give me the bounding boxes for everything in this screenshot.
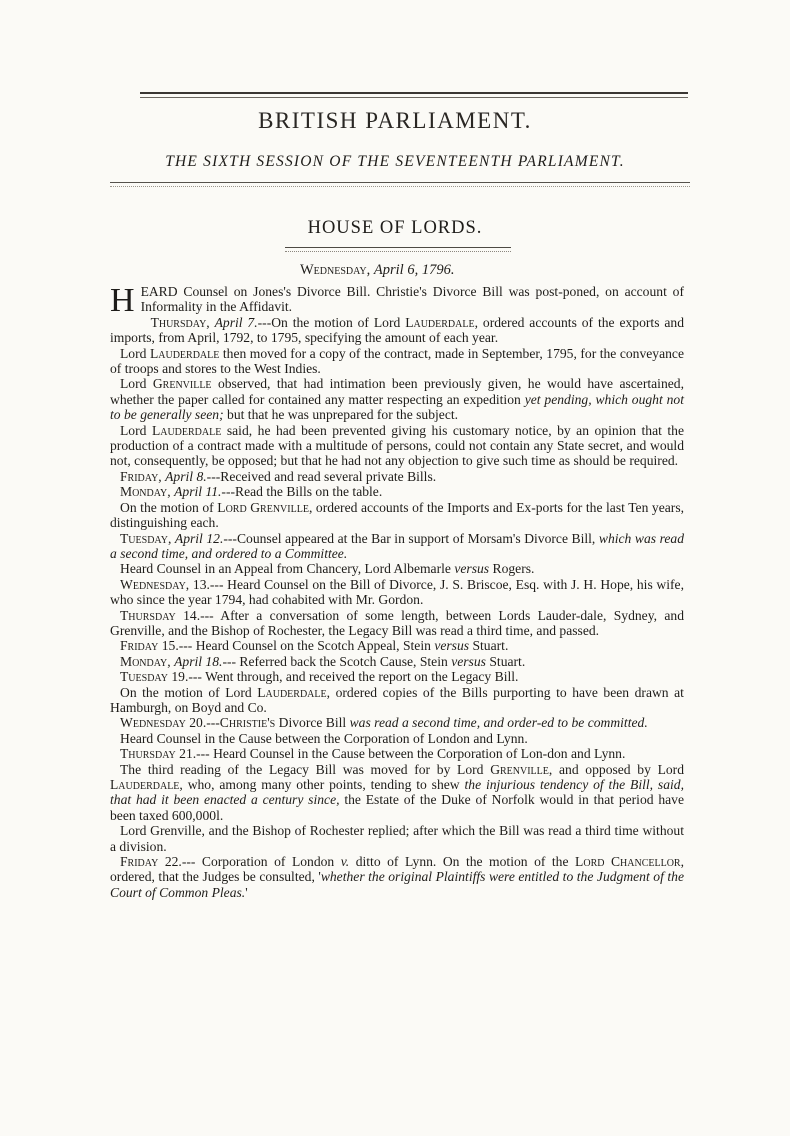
p4-text-b: observed, that had intimation been previously given, he would have ascertained, whether the paper called for contained any matter respecting an expedition	[110, 376, 684, 407]
paragraph-14	[110, 654, 684, 669]
p22-name: Lord Chancellor,	[575, 854, 684, 870]
paragraph-11	[110, 577, 684, 608]
p11-day: Wednesday,	[120, 576, 190, 592]
p4-text-a: Lord	[120, 376, 147, 392]
top-rule	[140, 92, 688, 94]
p22-quote: whether the original Plaintiffs were entitled to the Judgment of the Court of Common Pleas.	[110, 869, 684, 900]
p3-text-a: Lord	[120, 345, 147, 361]
paragraph-19	[110, 746, 684, 761]
p17-day: Wednesday	[120, 715, 186, 731]
page-subtitle: THE SIXTH SESSION OF THE SEVENTEENTH PARLIAMENT.	[165, 153, 625, 170]
p2-text-a: ---On the motion of Lord	[257, 314, 401, 330]
p7-day: Monday,	[120, 484, 171, 500]
proceedings-body	[110, 284, 684, 900]
p1-text: EARD Counsel on Jones's Divorce Bill. Christie's Divorce Bill was post-poned, on account of Informality in the Affidavit.	[140, 284, 684, 315]
dateline	[300, 262, 454, 279]
header-rule-dotted	[110, 186, 690, 187]
p2-date: April 7.	[214, 314, 258, 330]
p6-day: Friday,	[120, 468, 162, 484]
paragraph-13	[110, 638, 684, 653]
p14-text-b: Stuart.	[489, 653, 526, 669]
p16-text-b: ordered copies of the Bills purporting to have been drawn at Hamburgh, on Boyd and Co.	[110, 684, 684, 715]
p10-text-b: Rogers.	[492, 561, 535, 577]
paragraph-7	[110, 484, 684, 499]
paragraph-9	[110, 531, 684, 562]
section-title: HOUSE OF LORDS.	[307, 218, 483, 238]
p22-text-a: 22.--- Corporation of London	[164, 854, 335, 870]
p20-text-c: who, among many other points, tending to shew	[187, 777, 460, 792]
p17-text-b: Divorce Bill	[278, 715, 347, 731]
paragraph-10	[110, 561, 684, 576]
p5-name: Lauderdale	[151, 422, 222, 438]
paragraph-4	[110, 376, 684, 422]
p19-text: 21.--- Heard Counsel in the Cause between the Corporation of Lon-don and Lynn.	[179, 746, 626, 762]
p20-name-2: Lauderdale,	[110, 777, 183, 792]
paragraph-15	[110, 669, 684, 684]
p9-day: Tuesday,	[120, 530, 172, 546]
p4-text-c: yet pending, which ought not to be generally seen;	[110, 391, 684, 423]
p13-text-a: 15.--- Heard Counsel on the Scotch Appeal, Stein	[161, 638, 431, 654]
p19-day: Thursday	[120, 746, 176, 762]
p14-text-a: --- Referred back the Scotch Cause, Stein	[222, 653, 448, 669]
drop-cap: H	[110, 282, 135, 319]
p14-day: Monday,	[120, 653, 171, 669]
p14-date: April 18.	[174, 653, 223, 669]
p11-text: 13.--- Heard Counsel on the Bill of Divorce, J. S. Briscoe, Esq. with J. H. Hope, his wife, who since the year 1794, had cohabited with Mr. Gordon.	[110, 576, 684, 608]
paragraph-17	[110, 715, 684, 730]
paragraph-18	[110, 731, 684, 746]
paragraph-22	[110, 854, 684, 900]
p4-text-d: but that he was unprepared for the subject.	[227, 407, 459, 423]
p22-v: v.	[340, 854, 350, 870]
p14-versus: versus	[451, 653, 486, 669]
p6-date: April 8.	[165, 468, 207, 484]
p15-day: Tuesday	[120, 669, 168, 685]
p17-name: Christie's	[219, 715, 276, 731]
dateline-day: Wednesday,	[300, 262, 371, 278]
paragraph-8	[110, 500, 684, 531]
p3-name: Lauderdale	[149, 345, 220, 361]
section-rule-dotted	[285, 251, 511, 252]
paragraph-20	[110, 762, 684, 824]
p9-text-a: ---Counsel appeared at the Bar in support of Morsam's Divorce Bill,	[223, 530, 596, 546]
p5-text-b: said, he had been prevented giving his customary notice, by an opinion that the production of a contract made with a multitude of persons, could not contain any State secret, and would not, consequently, be opposed; but that he had not any objection to give such time as should be required.	[110, 422, 685, 469]
p18-text: Heard Counsel in the Cause between the Corporation of London and Lynn.	[120, 730, 528, 746]
p22-end: '	[245, 884, 248, 900]
p16-name: Lauderdale,	[257, 684, 331, 700]
p15-text: 19.--- Went through, and received the report on the Legacy Bill.	[171, 669, 519, 685]
p2-name: Lauderdale,	[405, 314, 478, 330]
p22-day: Friday	[120, 854, 159, 870]
p8-text-b: ordered accounts of the Imports and Ex-ports for the last Ten years, distinguishing each.	[110, 499, 685, 531]
paragraph-6	[110, 469, 684, 484]
paragraph-5	[110, 423, 684, 469]
paragraph-2	[110, 315, 684, 346]
page-title: BRITISH PARLIAMENT.	[258, 108, 532, 133]
p8-name: Lord Grenville,	[217, 499, 313, 515]
p20-text-e: the Estate of the Duke of Norfolk would in that period have been taxed 600,000l.	[110, 792, 685, 823]
p2-day: Thursday,	[150, 314, 210, 330]
paragraph-1	[110, 282, 684, 319]
p20-text-b: and opposed by Lord	[558, 761, 685, 777]
header-rule	[110, 182, 690, 183]
p4-name: Grenville	[152, 376, 212, 392]
p9-text-b: which was read a second time, and ordered to a Committee.	[110, 530, 684, 561]
p20-text-a: The third reading of the Legacy Bill was moved for by Lord	[120, 761, 484, 777]
p12-day: Thursday	[120, 607, 176, 623]
p12-text: 14.--- After a conversation of some length, between Lords Lauder-dale, Sydney, and Grenville, and the Bishop of Rochester, the Legacy Bill was read a third time, and passed.	[110, 607, 685, 638]
p2-text-b: ordered accounts of the exports and imports, from April, 1792, to 1795, specifying the amount of each year.	[110, 314, 685, 346]
paragraph-3	[110, 346, 684, 377]
section-rule	[285, 247, 511, 248]
p8-text-a: On the motion of	[120, 499, 214, 515]
p13-versus: versus	[434, 638, 470, 654]
p3-text-b: then moved for a copy of the contract, made in September, 1795, for the conveyance of troops and stores to the West Indies.	[110, 345, 684, 377]
p10-versus: versus	[454, 561, 490, 577]
p9-date: April 12.	[174, 530, 224, 546]
p17-text-a: 20.---	[189, 715, 220, 731]
p22-text-b: ditto of Lynn. On the motion of the	[355, 854, 569, 870]
p6-text: ---Received and read several private Bills.	[206, 468, 437, 484]
paragraph-16	[110, 685, 684, 716]
dateline-date: April 6, 1796.	[373, 262, 455, 278]
p13-text-b: Stuart.	[472, 638, 509, 654]
paragraph-21	[110, 823, 684, 854]
p21-text: Lord Grenville, and the Bishop of Rochester replied; after which the Bill was read a third time without a division.	[110, 823, 684, 854]
p5-text-a: Lord	[120, 422, 147, 438]
p17-text-c: was read a second time, and order-ed to be committed.	[349, 715, 648, 731]
top-rule-thin	[140, 97, 688, 98]
p10-text-a: Heard Counsel in an Appeal from Chancery, Lord Albemarle	[120, 561, 451, 577]
p20-name-1: Grenville,	[490, 761, 553, 777]
p22-text-c: ordered, that the Judges be consulted, '	[110, 869, 321, 885]
p7-text: ---Read the Bills on the table.	[221, 484, 383, 500]
p16-text-a: On the motion of Lord	[120, 684, 252, 700]
paragraph-12	[110, 608, 684, 639]
p20-text-d: the injurious tendency of the Bill, said, that had it been enacted a century since,	[110, 777, 684, 808]
p7-date: April 11.	[174, 484, 222, 500]
p13-day: Friday	[120, 638, 159, 654]
